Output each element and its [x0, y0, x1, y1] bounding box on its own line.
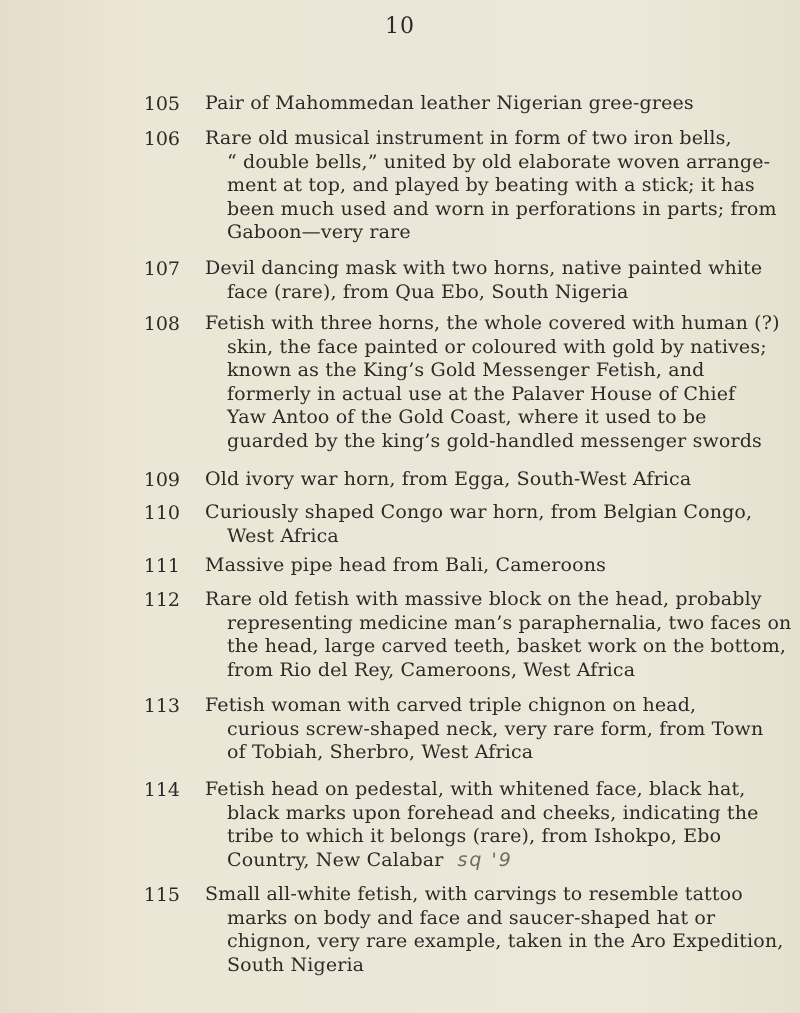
lot-number: 114 [143, 779, 180, 801]
lot-description [205, 127, 777, 245]
lot-line: Curiously shaped Congo war horn, from Belgian Congo, [205, 501, 753, 523]
lot-line: Old ivory war horn, from Egga, South-West Africa [205, 468, 692, 490]
lot-line: skin, the face painted or coloured with gold by natives; [227, 335, 767, 358]
lot-line: curious screw-shaped neck, very rare form, from Town [227, 717, 764, 740]
lot-number: 113 [143, 695, 180, 717]
lot-description [205, 501, 753, 548]
lot-number: 111 [143, 555, 180, 577]
lot-line: ment at top, and played by beating with a stick; it has [227, 174, 755, 196]
lot-line: face (rare), from Qua Ebo, South Nigeria [227, 280, 629, 303]
lot-description [205, 883, 784, 977]
lot-description [205, 312, 780, 453]
lot-line: Pair of Mahommedan leather Nigerian gree-grees [205, 92, 694, 114]
lot-line: South Nigeria [227, 953, 365, 976]
lot-line: Yaw Antoo of the Gold Coast, where it used to be [227, 406, 707, 428]
lot-line: from Rio del Rey, Cameroons, West Africa [227, 658, 636, 681]
lot-line: known as the King’s Gold Messenger Fetish, and [227, 359, 705, 381]
lot-number: 106 [143, 128, 180, 150]
lot-description [205, 257, 763, 304]
lot-line: Rare old musical instrument in form of two iron bells, [205, 127, 732, 149]
lot-line: Gaboon—very rare [227, 221, 411, 243]
lot-line: tribe to which it belongs (rare), from Ishokpo, Ebo [227, 825, 722, 847]
lot-line: Rare old fetish with massive block on the head, probably [205, 588, 762, 610]
lot-description [205, 468, 725, 492]
lot-number: 110 [143, 502, 180, 524]
lot-line: Fetish woman with carved triple chignon on head, [205, 694, 697, 716]
lot-line: Small all-white fetish, with carvings to resemble tattoo [205, 883, 743, 905]
lot-description [205, 588, 792, 682]
lot-line: black marks upon forehead and cheeks, indicating the [227, 801, 759, 824]
lot-line [205, 849, 725, 873]
lot-line: Massive pipe head from Bali, Cameroons [205, 554, 606, 576]
lot-line: chignon, very rare example, taken in the Aro Expedition, [227, 930, 784, 952]
lot-number: 108 [143, 313, 180, 335]
lot-line: Devil dancing mask with two horns, native painted white [205, 257, 763, 279]
lot-line: of Tobiah, Sherbro, West Africa [227, 741, 534, 763]
lot-description [205, 694, 764, 765]
lot-line: been much used and worn in perforations in parts; from [227, 197, 777, 220]
lot-line: West Africa [227, 524, 339, 547]
lot-number: 112 [143, 589, 180, 611]
lot-line-text: Country, New Calabar [227, 848, 444, 871]
lot-line: marks on body and face and saucer-shaped hat or [227, 906, 716, 929]
page-number: 10 [385, 14, 415, 39]
lot-line: representing medicine man’s paraphernalia, two faces on [227, 611, 792, 634]
lot-line: Fetish head on pedestal, with whitened face, black hat, [205, 778, 746, 800]
handwritten-note: sq '9 [457, 848, 513, 871]
lot-description [205, 554, 725, 578]
lot-number: 115 [143, 884, 180, 906]
lot-line: “ double bells,” united by old elaborate woven arrange- [227, 150, 771, 173]
lot-line: Fetish with three horns, the whole covered with human (?) [205, 312, 780, 334]
lot-number: 109 [143, 469, 180, 491]
lot-description [205, 778, 759, 872]
lot-number: 107 [143, 258, 180, 280]
lot-line: formerly in actual use at the Palaver House of Chief [227, 382, 736, 405]
lot-line: guarded by the king’s gold-handled messenger swords [227, 429, 762, 452]
lot-line: the head, large carved teeth, basket work on the bottom, [227, 635, 787, 657]
lot-number: 105 [143, 93, 180, 115]
lot-description [205, 92, 725, 116]
